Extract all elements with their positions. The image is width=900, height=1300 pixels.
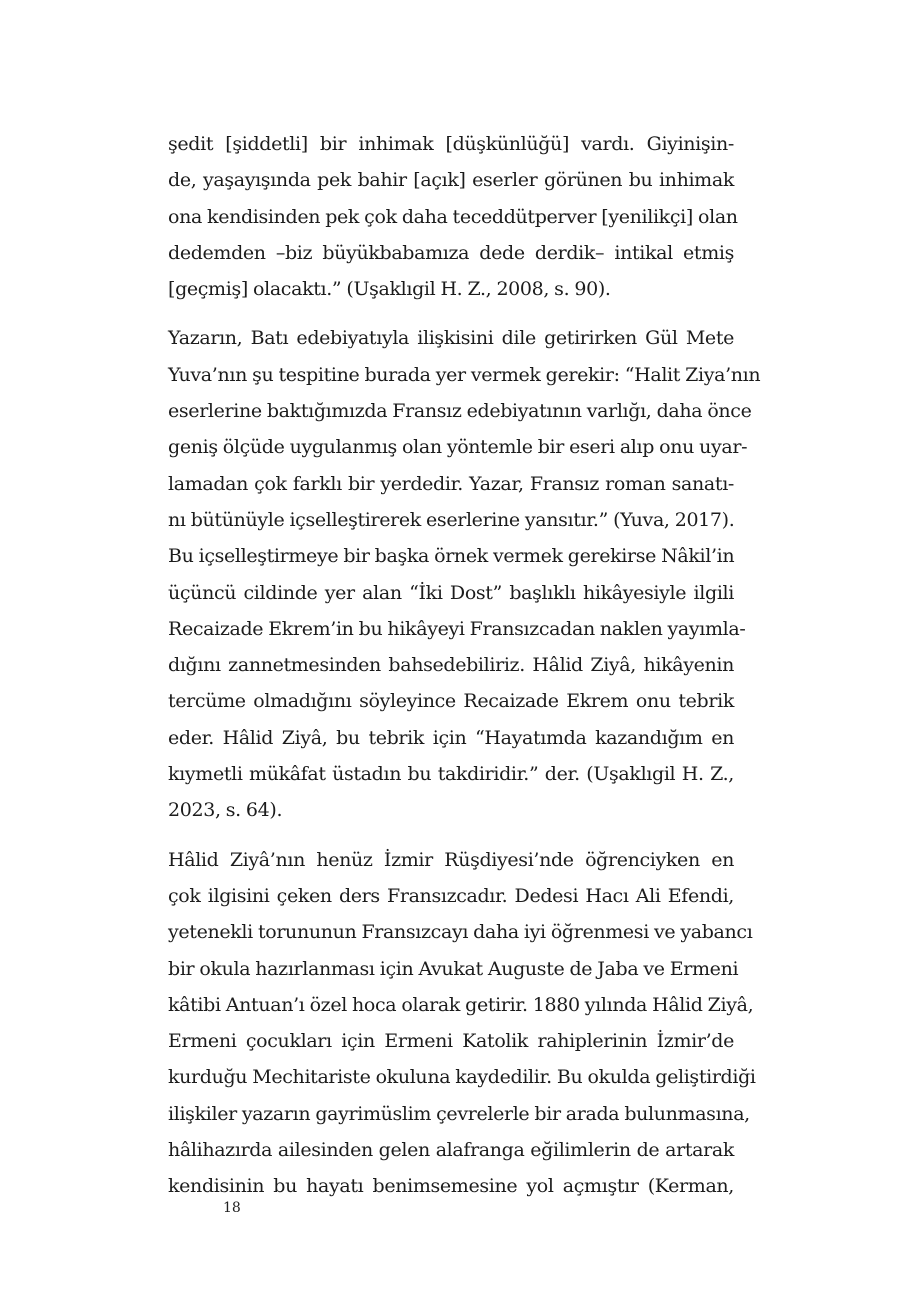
text-line: Ermeni çocukları için Ermeni Katolik rahiplerinin İzmir’de	[168, 1030, 734, 1053]
text-line: dedemden –biz büyükbabamıza dede derdik– intikal etmiş	[168, 241, 734, 264]
text-line: 2023, s. 64).	[168, 799, 283, 822]
text-line: nı bütünüyle içselleştirerek eserlerine yansıtır.” (Yuva, 2017).	[168, 508, 735, 531]
text-line: Bu içselleştirmeye bir başka örnek vermek gerekirse Nâkil’in	[168, 545, 735, 568]
text-line: kendisinin bu hayatı benimsemesine yol açmıştır (Kerman,	[168, 1175, 734, 1198]
text-line: Hâlid Ziyâ’nın henüz İzmir Rüşdiyesi’nde öğrenciyken en	[168, 848, 734, 871]
text-line: çok ilgisini çeken ders Fransızcadır. Dedesi Hacı Ali Efendi,	[168, 884, 734, 907]
page-number: 18	[223, 1200, 241, 1216]
text-line: eserlerine baktığımızda Fransız edebiyatının varlığı, daha önce	[168, 400, 752, 423]
text-line: dığını zannetmesinden bahsedebiliriz. Hâlid Ziyâ, hikâyenin	[168, 654, 734, 677]
text-line: Yuva’nın şu tespitine burada yer vermek gerekir: “Halit Ziya’nın	[168, 363, 761, 386]
paragraph-2	[168, 320, 761, 828]
text-line: eder. Hâlid Ziyâ, bu tebrik için “Hayatımda kazandığım en	[168, 726, 734, 749]
text-line: hâlihazırda ailesinden gelen alafranga eğilimlerin de artarak	[168, 1139, 734, 1162]
text-line: kurduğu Mechitariste okuluna kaydedilir. Bu okulda geliştirdiği	[168, 1066, 756, 1089]
paragraph-3	[168, 842, 756, 1205]
text-line: şedit [şiddetli] bir inhimak [düşkünlüğü] vardı. Giyinişin-	[168, 133, 734, 155]
text-line: de, yaşayışında pek bahir [açık] eserler görünen bu inhimak	[168, 169, 734, 192]
body-text	[168, 126, 761, 1218]
text-line: tercüme olmadığını söyleyince Recaizade Ekrem onu tebrik	[168, 690, 734, 713]
text-line: ona kendisinden pek çok daha teceddütperver [yenilikçi] olan	[168, 205, 738, 228]
paragraph-1	[168, 126, 738, 307]
text-line: lamadan çok farklı bir yerdedir. Yazar, Fransız roman sanatı-	[168, 472, 734, 495]
text-line: yetenekli torununun Fransızcayı daha iyi öğrenmesi ve yabancı	[168, 921, 753, 944]
text-line: Yazarın, Batı edebiyatıyla ilişkisini dile getirirken Gül Mete	[168, 327, 734, 350]
text-line: üçüncü cildinde yer alan “İki Dost” başlıklı hikâyesiyle ilgili	[168, 581, 734, 604]
text-line: Recaizade Ekrem’in bu hikâyeyi Fransızcadan naklen yayımla-	[168, 617, 746, 640]
text-line: [geçmiş] olacaktı.” (Uşaklıgil H. Z., 2008, s. 90).	[168, 278, 611, 301]
text-line: ilişkiler yazarın gayrimüslim çevrelerle bir arada bulunmasına,	[168, 1102, 750, 1125]
text-line: kıymetli mükâfat üstadın bu takdiridir.” der. (Uşaklıgil H. Z.,	[168, 763, 734, 786]
text-line: kâtibi Antuan’ı özel hoca olarak getirir. 1880 yılında Hâlid Ziyâ,	[168, 993, 754, 1016]
text-line: bir okula hazırlanması için Avukat Auguste de Jaba ve Ermeni	[168, 957, 739, 980]
text-line: geniş ölçüde uygulanmış olan yöntemle bir eseri alıp onu uyar-	[168, 436, 748, 459]
